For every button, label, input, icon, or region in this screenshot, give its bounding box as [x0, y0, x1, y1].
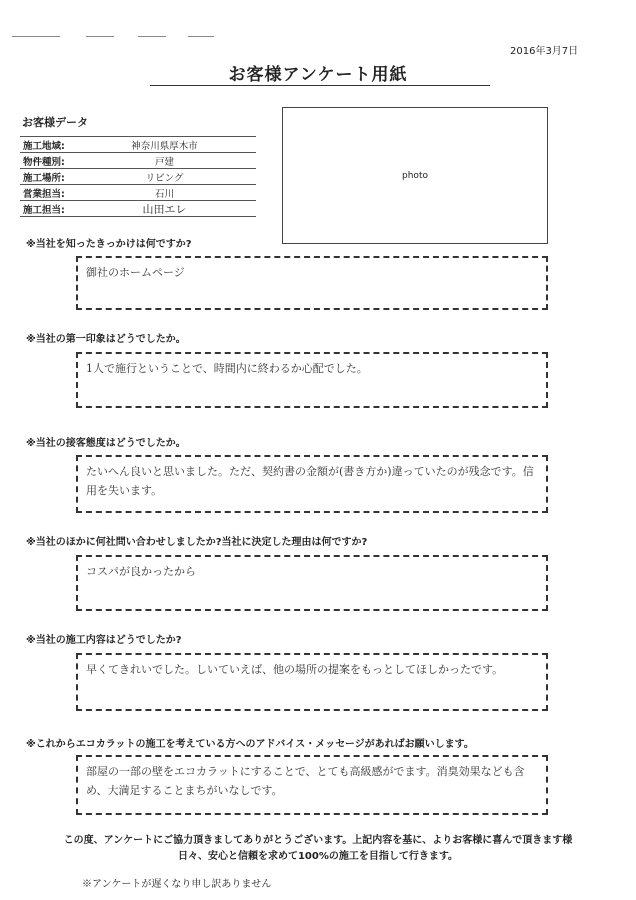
answer-5-box — [76, 653, 548, 711]
page-title: お客様アンケート用紙 — [228, 65, 408, 85]
info-row — [20, 153, 256, 169]
footer-line-1: この度、アンケートにご協力頂きましてありがとうございます。上記内容を基に、よりお客様に喜んで頂きます様 — [63, 835, 573, 846]
photo-label: photo — [402, 170, 428, 181]
info-value: 石川 — [154, 188, 174, 200]
answer-2-box — [76, 352, 548, 408]
info-label: 営業担当: — [23, 188, 65, 200]
question-6: ※これからエコカラットの施工を考えている方へのアドバイス・メッセージがあればお願いします。 — [26, 739, 474, 750]
question-1: ※当社を知ったきっかけは何ですか? — [26, 239, 192, 250]
info-value: リビング — [145, 172, 184, 184]
customer-data-heading: お客様データ — [22, 116, 88, 129]
scan-mark — [188, 36, 214, 37]
answer-6-text: 部屋の一部の壁をエコカラットにすることで、とても高級感がでます。消臭効果なども含め、大満足することまちがいなしです。 — [86, 765, 525, 797]
photo-placeholder — [282, 107, 548, 244]
answer-3-box — [76, 455, 548, 513]
scan-mark — [12, 36, 60, 37]
answer-1-box — [76, 256, 548, 310]
info-row — [20, 137, 256, 153]
question-2: ※当社の第一印象はどうでしたか。 — [26, 334, 186, 345]
info-row — [20, 201, 256, 217]
scan-mark — [138, 36, 166, 37]
answer-4-box — [76, 555, 548, 611]
answer-1-text: 御社のホームページ — [86, 266, 185, 279]
answer-4-text: コスパが良かったから — [86, 565, 196, 578]
info-row — [20, 169, 256, 185]
answer-3-text: たいへん良いと思いました。ただ、契約書の金額が(書き方か)違っていたのが残念です。信用を失います。 — [86, 465, 534, 497]
handwritten-note: ※アンケートが遅くなり申し訳ありません — [82, 879, 272, 890]
answer-6-box — [76, 755, 548, 815]
info-value: 戸建 — [154, 156, 174, 168]
question-4: ※当社のほかに何社問い合わせしましたか?当社に決定した理由は何ですか? — [26, 537, 368, 548]
title-underline — [150, 85, 490, 86]
info-label: 施工場所: — [23, 172, 65, 184]
info-value-handwritten: 山田エレ — [142, 202, 187, 216]
info-label: 施工地域: — [23, 140, 65, 152]
footer-line-2: 日々、安心と信頼を求めて100%の施工を目指して行きます。 — [177, 851, 459, 862]
question-5: ※当社の施工内容はどうでしたか? — [26, 635, 182, 646]
answer-5-text: 早くてきれいでした。しいていえば、他の場所の提案をもっとしてほしかったです。 — [86, 663, 504, 676]
info-value: 神奈川県厚木市 — [131, 140, 198, 152]
answer-2-text: 1人で施行ということで、時間内に終わるか心配でした。 — [86, 362, 368, 375]
footer-text — [0, 833, 636, 865]
info-label: 物件種別: — [23, 156, 65, 168]
info-label: 施工担当: — [23, 204, 65, 216]
customer-data-table — [20, 136, 256, 217]
scan-mark — [86, 36, 114, 37]
question-3: ※当社の接客態度はどうでしたか。 — [26, 438, 186, 449]
info-row — [20, 185, 256, 201]
survey-date: 2016年3月7日 — [510, 46, 579, 57]
